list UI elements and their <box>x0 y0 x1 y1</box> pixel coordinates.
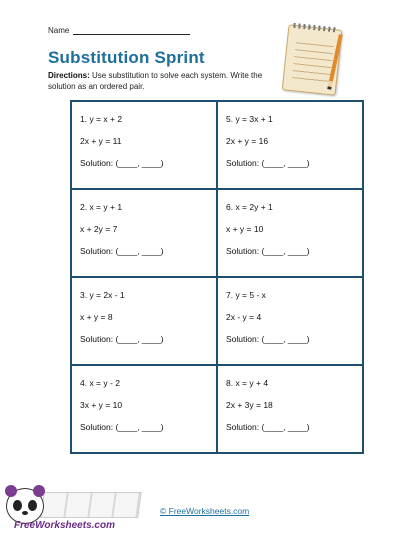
equation-1: 2. x = y + 1 <box>80 202 123 212</box>
name-label: Name <box>48 26 70 35</box>
equation-1: 3. y = 2x - 1 <box>80 290 125 300</box>
brand-name: FreeWorksheets.com <box>14 520 115 531</box>
equation-1: 6. x = 2y + 1 <box>226 202 273 212</box>
solution-blank[interactable]: Solution: (____, ____) <box>80 246 164 256</box>
freeworksheets-logo <box>2 488 142 538</box>
equation-2: x + y = 8 <box>80 312 113 322</box>
problem-cell <box>217 101 363 189</box>
worksheets-stack-icon <box>40 492 142 518</box>
problem-cell <box>217 365 363 453</box>
equation-1: 7. y = 5 - x <box>226 290 266 300</box>
directions-text: Use substitution to solve each system. Write the solution as an ordered pair. <box>48 71 263 91</box>
solution-blank[interactable]: Solution: (____, ____) <box>226 158 310 168</box>
problem-cell <box>217 277 363 365</box>
solution-blank[interactable]: Solution: (____, ____) <box>80 334 164 344</box>
equation-1: 5. y = 3x + 1 <box>226 114 273 124</box>
solution-blank[interactable]: Solution: (____, ____) <box>80 422 164 432</box>
solution-blank[interactable]: Solution: (____, ____) <box>226 334 310 344</box>
equation-2: 3x + y = 10 <box>80 400 123 410</box>
equation-1: 4. x = y - 2 <box>80 378 120 388</box>
name-blank-line[interactable] <box>73 26 190 35</box>
panda-mascot-icon <box>6 488 44 524</box>
equation-1: 1. y = x + 2 <box>80 114 123 124</box>
solution-blank[interactable]: Solution: (____, ____) <box>226 246 310 256</box>
equation-1: 8. x = y + 4 <box>226 378 269 388</box>
name-field[interactable] <box>48 26 190 35</box>
problem-cell <box>71 277 217 365</box>
equation-2: 2x + 3y = 18 <box>226 400 273 410</box>
equation-2: 2x - y = 4 <box>226 312 262 322</box>
equation-2: 2x + y = 16 <box>226 136 269 146</box>
problem-cell <box>217 189 363 277</box>
equation-2: x + y = 10 <box>226 224 264 234</box>
directions-label: Directions: <box>48 71 90 80</box>
problem-cell <box>71 189 217 277</box>
problem-cell <box>71 365 217 453</box>
worksheet-title: Substitution Sprint <box>48 48 205 67</box>
directions <box>48 70 288 92</box>
problem-grid <box>70 100 364 454</box>
equation-2: 2x + y = 11 <box>80 136 122 146</box>
footer-website-link[interactable]: © FreeWorksheets.com <box>160 506 250 516</box>
solution-blank[interactable]: Solution: (____, ____) <box>226 422 310 432</box>
equation-2: x + 2y = 7 <box>80 224 118 234</box>
problem-cell <box>71 101 217 189</box>
solution-blank[interactable]: Solution: (____, ____) <box>80 158 164 168</box>
